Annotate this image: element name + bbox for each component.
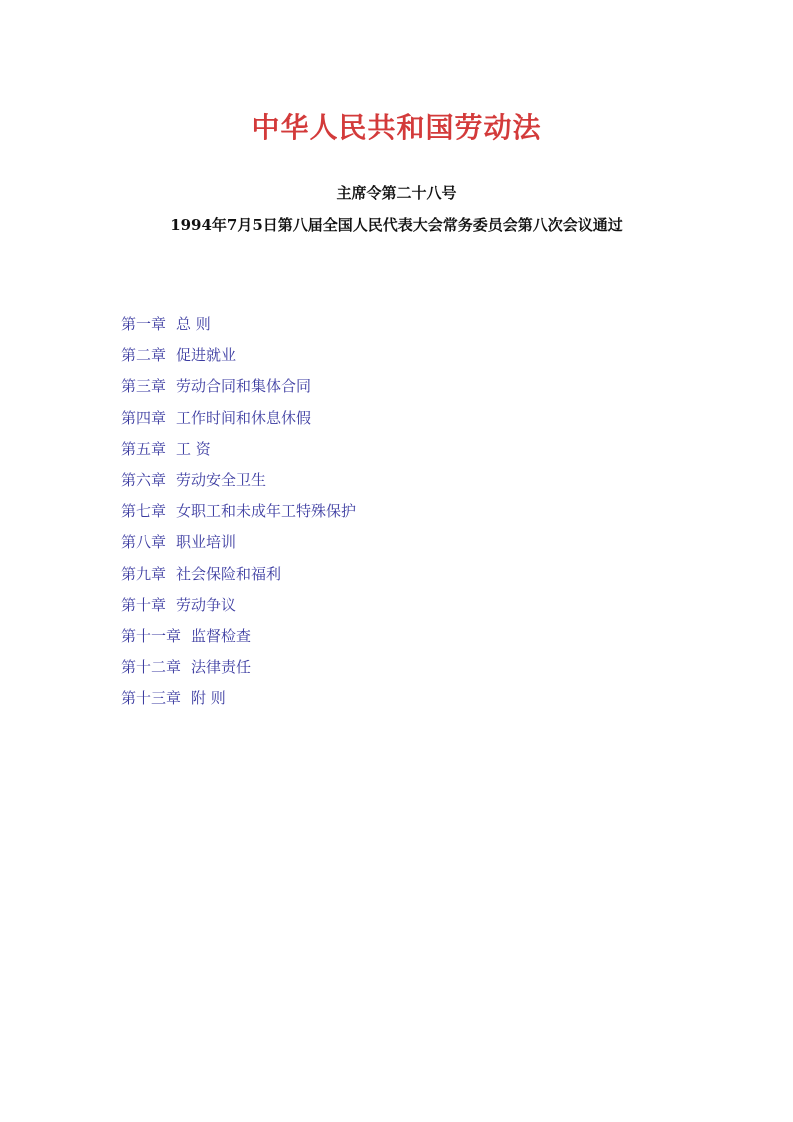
toc-item-chapter-11[interactable] — [121, 625, 356, 656]
chapter-title: 附 则 — [191, 689, 226, 708]
chapter-number: 第十三章 — [121, 689, 182, 708]
adoption-statement: 1994年7月5日第八届全国人民代表大会常务委员会第八次会议通过 — [170, 216, 623, 234]
chapter-number: 第二章 — [121, 346, 167, 365]
toc-item-chapter-9[interactable] — [121, 563, 356, 594]
chapter-title: 监督检查 — [191, 626, 252, 645]
chapter-title: 工作时间和休息休假 — [176, 408, 312, 427]
chapter-number: 第四章 — [121, 408, 167, 427]
chapter-number: 第九章 — [121, 564, 167, 583]
chapter-title: 女职工和未成年工特殊保护 — [176, 502, 357, 521]
chapter-title: 促进就业 — [176, 346, 237, 365]
chapter-number: 第一章 — [121, 315, 167, 333]
toc-item-chapter-12[interactable] — [121, 656, 356, 687]
chapter-title: 劳动争议 — [176, 595, 237, 614]
document-title: 中华人民共和国劳动法 — [251, 111, 542, 144]
toc-item-chapter-10[interactable] — [121, 594, 356, 625]
chapter-title: 劳动安全卫生 — [176, 470, 267, 489]
chapter-title: 职业培训 — [176, 533, 237, 552]
chapter-number: 第十一章 — [121, 626, 182, 645]
chapter-title: 总 则 — [176, 315, 211, 333]
toc-item-chapter-6[interactable] — [121, 469, 356, 500]
table-of-contents — [121, 313, 356, 718]
toc-item-chapter-13[interactable] — [121, 687, 356, 718]
toc-item-chapter-3[interactable] — [121, 375, 356, 406]
presidential-order-number: 主席令第二十八号 — [336, 184, 457, 202]
toc-item-chapter-2[interactable] — [121, 344, 356, 375]
toc-item-chapter-5[interactable] — [121, 438, 356, 469]
chapter-number: 第五章 — [121, 439, 167, 458]
chapter-number: 第十二章 — [121, 658, 182, 677]
chapter-number: 第七章 — [121, 502, 167, 521]
chapter-number: 第六章 — [121, 470, 167, 489]
chapter-number: 第八章 — [121, 533, 167, 552]
chapter-title: 法律责任 — [191, 658, 252, 677]
chapter-number: 第十章 — [121, 595, 167, 614]
toc-item-chapter-8[interactable] — [121, 531, 356, 562]
chapter-number: 第三章 — [121, 377, 167, 396]
chapter-title: 劳动合同和集体合同 — [176, 377, 312, 396]
toc-item-chapter-7[interactable] — [121, 500, 356, 531]
toc-item-chapter-4[interactable] — [121, 407, 356, 438]
chapter-title: 社会保险和福利 — [176, 564, 282, 583]
chapter-title: 工 资 — [176, 439, 211, 458]
toc-item-chapter-1[interactable] — [121, 313, 356, 344]
